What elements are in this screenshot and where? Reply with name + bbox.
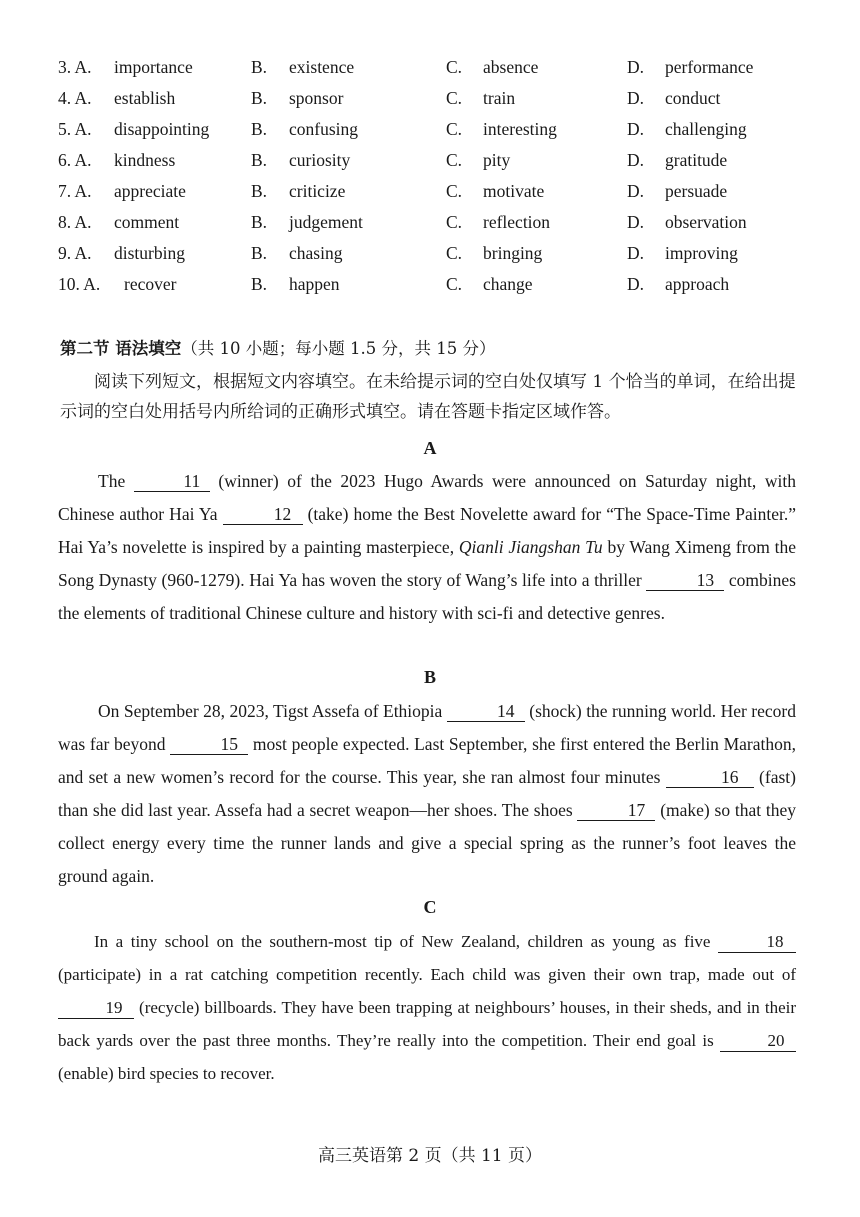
blank-13[interactable]: 13: [646, 570, 724, 591]
option-b-letter: B.: [251, 88, 268, 108]
option-b-letter: B.: [251, 243, 268, 263]
painting-title: Qianli Jiangshan Tu: [458, 537, 603, 557]
blank-20[interactable]: 20: [720, 1031, 796, 1052]
question-number: 6. A.: [58, 150, 92, 170]
option-b: curiosity: [289, 150, 351, 170]
option-d: improving: [665, 243, 738, 263]
option-c: interesting: [483, 119, 557, 139]
option-b-letter: B.: [251, 119, 268, 139]
question-number: 8. A.: [58, 212, 92, 232]
option-d-letter: D.: [627, 181, 645, 201]
option-d: challenging: [665, 119, 747, 139]
option-a: importance: [114, 57, 193, 77]
option-b: sponsor: [289, 88, 344, 108]
option-row: [58, 238, 818, 269]
option-b-letter: B.: [251, 57, 268, 77]
option-row: [58, 176, 818, 207]
option-b-letter: B.: [251, 212, 268, 232]
option-b: judgement: [289, 212, 363, 232]
question-number: 10. A.: [58, 274, 101, 294]
option-d: approach: [665, 274, 730, 294]
option-b: criticize: [289, 181, 346, 201]
section-info: （共 10 小题；每小题 1.5 分，共 15 分）: [181, 339, 496, 358]
option-b: happen: [289, 274, 340, 294]
option-b-letter: B.: [251, 274, 268, 294]
passage-a: The 11 (winner) of the 2023 Hugo Awards were announced on Saturday night, with Chinese author Hai Ya 12 (take) home the Best Novelette award for “The Space-Time Painter.” Hai Ya’s novelette is inspired by a painting masterpiece, Qianli Jiangshan Tu by Wang Ximeng from the Song Dynasty (960-1279). Hai Ya has woven the story of Wang’s life into a thriller 13 combines the elements of traditional Chinese culture and history with sci-fi and detective genres.: [58, 471, 796, 623]
option-c: absence: [483, 57, 539, 77]
option-d-letter: D.: [627, 88, 645, 108]
option-d: conduct: [665, 88, 721, 108]
option-d-letter: D.: [627, 57, 645, 77]
option-c-letter: C.: [446, 274, 463, 294]
option-row: [58, 114, 818, 145]
passage-c-title: C: [423, 897, 437, 917]
option-d-letter: D.: [627, 243, 645, 263]
blank-19[interactable]: 19: [58, 998, 134, 1019]
option-d-letter: D.: [627, 212, 645, 232]
option-c: pity: [483, 150, 511, 170]
option-a: establish: [114, 88, 176, 108]
option-d-letter: D.: [627, 274, 645, 294]
option-c: change: [483, 274, 533, 294]
blank-18[interactable]: 18: [718, 932, 796, 953]
option-d-letter: D.: [627, 119, 645, 139]
option-c-letter: C.: [446, 57, 463, 77]
blank-15[interactable]: 15: [170, 734, 248, 755]
question-number: 9. A.: [58, 243, 92, 263]
blank-14[interactable]: 14: [447, 701, 525, 722]
option-b-letter: B.: [251, 181, 268, 201]
blank-11[interactable]: 11: [134, 471, 210, 492]
option-c: bringing: [483, 243, 543, 263]
option-b: confusing: [289, 119, 359, 139]
question-number: 4. A.: [58, 88, 92, 108]
option-b-letter: B.: [251, 150, 268, 170]
option-a: kindness: [114, 150, 176, 170]
option-row: [58, 83, 818, 114]
passage-a-title: A: [423, 438, 437, 458]
section-title: 第二节 语法填空: [60, 339, 182, 358]
blank-12[interactable]: 12: [223, 504, 303, 525]
question-number: 7. A.: [58, 181, 92, 201]
option-row: [58, 52, 818, 83]
passage-b: On September 28, 2023, Tigst Assefa of Ethiopia 14 (shock) the running world. Her record was far beyond 15 most people expected. Last September, she first entered the Berlin Marathon, and set a new women’s record for the course. This year, she ran almost four minutes 16 (fast) than she did last year. Assefa had a secret weapon—her shoes. The shoes 17 (make) so that they collect energy every time the runner lands and give a special spring as the runner’s foot leaves the ground again.: [58, 701, 797, 886]
option-c-letter: C.: [446, 243, 463, 263]
question-number: 3. A.: [58, 57, 92, 77]
option-a: disturbing: [114, 243, 185, 263]
option-d: performance: [665, 57, 754, 77]
option-c: reflection: [483, 212, 551, 232]
option-d: gratitude: [665, 150, 728, 170]
option-c-letter: C.: [446, 181, 463, 201]
option-c-letter: C.: [446, 212, 463, 232]
section-heading: [60, 335, 495, 359]
question-number: 5. A.: [58, 119, 92, 139]
option-row: [58, 145, 818, 176]
passage-b-title: B: [423, 667, 436, 687]
option-d: observation: [665, 212, 747, 232]
option-row: [58, 269, 818, 300]
option-b: chasing: [289, 243, 343, 263]
option-a: appreciate: [114, 181, 186, 201]
option-c: train: [483, 88, 516, 108]
option-d: persuade: [665, 181, 728, 201]
option-c-letter: C.: [446, 150, 463, 170]
option-c-letter: C.: [446, 119, 463, 139]
option-b: existence: [289, 57, 355, 77]
page-footer: 高三英语第 2 页（共 11 页）: [317, 1146, 543, 1166]
section-instruction: 阅读下列短文，根据短文内容填空。在未给提示词的空白处仅填写 1 个恰当的单词，在给出提示词的空白处用括号内所给词的正确形式填空。请在答题卡指定区域作答。: [60, 372, 796, 422]
option-a: disappointing: [114, 119, 210, 139]
option-c-letter: C.: [446, 88, 463, 108]
option-row: [58, 207, 818, 238]
option-c: motivate: [483, 181, 545, 201]
option-a: comment: [114, 212, 180, 232]
passage-c: In a tiny school on the southern-most tip of New Zealand, children as young as five 18 (participate) in a rat catching competition recently. Each child was given their own trap, made out of 19 (recycle) billboards. They have been trapping at neighbours’ houses, in their sheds, and in their back yards over the past three months. They’re really into the competition. Their end goal is 20 (enable) bird species to recover.: [58, 932, 796, 1083]
option-d-letter: D.: [627, 150, 645, 170]
blank-17[interactable]: 17: [577, 800, 655, 821]
blank-16[interactable]: 16: [666, 767, 754, 788]
options-table: [58, 52, 818, 300]
option-a: recover: [124, 274, 177, 294]
